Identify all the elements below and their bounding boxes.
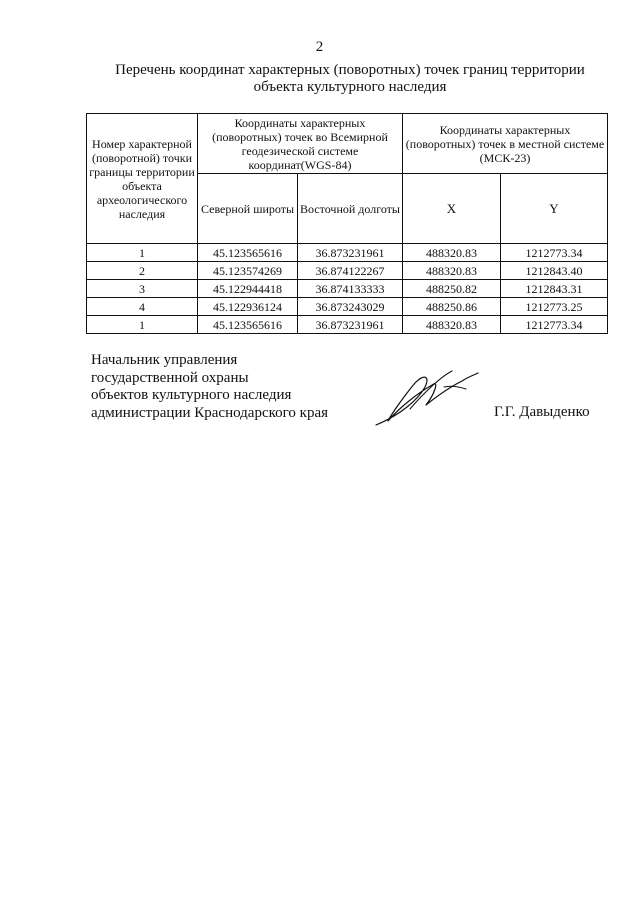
cell-y: 1212773.34	[501, 244, 608, 262]
cell-point: 3	[87, 280, 198, 298]
cell-x: 488320.83	[403, 316, 501, 334]
header-msk23: Координаты характерных (поворотных) точек в местной системе (МСК-23)	[403, 114, 608, 174]
cell-latitude: 45.123574269	[198, 262, 298, 280]
cell-longitude: 36.873243029	[298, 298, 403, 316]
cell-longitude: 36.873231961	[298, 316, 403, 334]
signatory-position	[91, 352, 328, 422]
header-wgs84: Координаты характерных (поворотных) точек во Всемирной геодезической системе координат(WGS-84)	[198, 114, 403, 174]
signatory-name: Г.Г. Давыденко	[494, 404, 590, 420]
cell-point: 1	[87, 244, 198, 262]
table-row	[87, 298, 608, 316]
cell-x: 488320.83	[403, 244, 501, 262]
header-x: X	[403, 174, 501, 244]
header-longitude: Восточной долготы	[298, 174, 403, 244]
cell-latitude: 45.123565616	[198, 316, 298, 334]
cell-y: 1212843.40	[501, 262, 608, 280]
cell-longitude: 36.874122267	[298, 262, 403, 280]
cell-y: 1212773.25	[501, 298, 608, 316]
table-row	[87, 244, 608, 262]
table-row	[87, 316, 608, 334]
header-y: Y	[501, 174, 608, 244]
cell-longitude: 36.873231961	[298, 244, 403, 262]
title-line-2: объекта культурного наследия	[253, 79, 447, 95]
page-number: 2	[315, 39, 324, 55]
cell-latitude: 45.122944418	[198, 280, 298, 298]
title-line-1: Перечень координат характерных (поворотных) точек границ территории	[115, 62, 585, 78]
cell-latitude: 45.123565616	[198, 244, 298, 262]
cell-y: 1212773.34	[501, 316, 608, 334]
coordinates-table	[86, 113, 608, 334]
cell-point: 2	[87, 262, 198, 280]
cell-x: 488320.83	[403, 262, 501, 280]
position-line-1: Начальник управления	[91, 352, 238, 368]
position-line-3: объектов культурного наследия	[91, 387, 292, 403]
document-title	[60, 62, 639, 96]
position-line-4: администрации Краснодарского края	[91, 404, 329, 421]
header-point-number: Номер характерной (поворотной) точки границы территории объекта археологического наследия	[87, 114, 198, 244]
header-latitude: Северной широты	[198, 174, 298, 244]
cell-x: 488250.82	[403, 280, 501, 298]
handwritten-signature	[370, 365, 485, 430]
cell-point: 1	[87, 316, 198, 334]
cell-x: 488250.86	[403, 298, 501, 316]
cell-y: 1212843.31	[501, 280, 608, 298]
cell-point: 4	[87, 298, 198, 316]
cell-latitude: 45.122936124	[198, 298, 298, 316]
cell-longitude: 36.874133333	[298, 280, 403, 298]
position-line-2: государственной охраны	[91, 369, 249, 386]
table-row	[87, 262, 608, 280]
table-row	[87, 280, 608, 298]
